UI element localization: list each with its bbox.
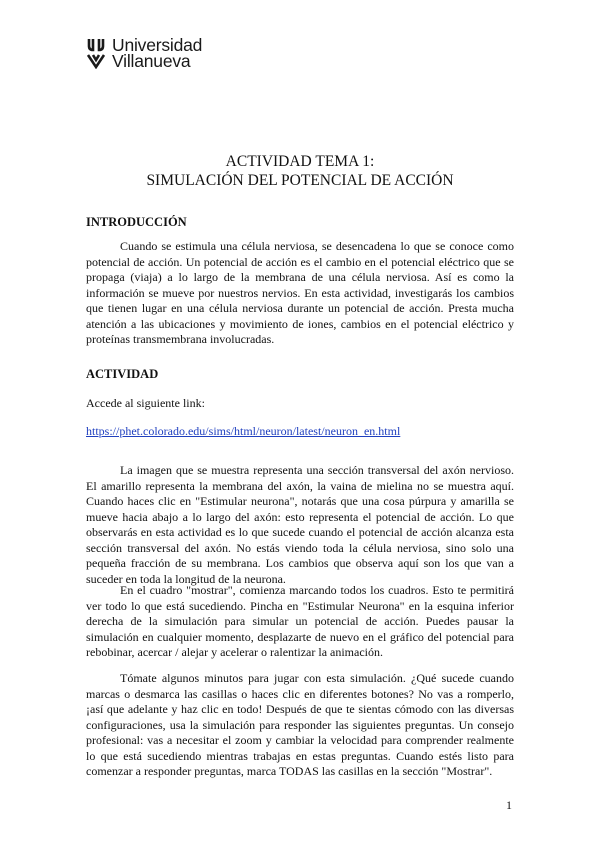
activity-paragraph-1: La imagen que se muestra representa una sección transversal del axón nervioso. El amarillo representa la membrana del axón, la vaina de mielina no se muestra aquí. Cuando haces clic en "Estimular neurona", notarás que una cosa púrpura y amarilla se mueve hacia abajo a lo largo del axón: esto representa el potencial de acción. Lo que observarás en esta actividad es lo que sucede cuando el potencial de acción alcanza esta sección transversal del axón. No estás viendo toda la célula nerviosa, sino solo una pequeña fracción de su membrana. Los cambios que observa aquí son los que van a suceder en toda la longitud de la neurona. [86, 463, 514, 586]
university-logo-icon [86, 37, 106, 69]
intro-paragraph: Cuando se estimula una célula nerviosa, se desencadena lo que se conoce como potencial de acción. Un potencial de acción es el cambio en el potencial eléctrico que se propaga (viaja) a lo largo de la membrana de una célula nerviosa. Así es como la información se mueve por nuestros nervios. En esta actividad, investigarás los cambios que tienen lugar en una célula nerviosa durante un potencial de acción. Presta mucha atención a las ubicaciones y movimiento de iones, cambios en el potencial eléctrico y proteínas transmembrana involucradas. [86, 239, 514, 346]
page-title [0, 152, 600, 190]
logo-text [112, 37, 202, 69]
activity-heading: ACTIVIDAD [86, 367, 159, 381]
university-logo [86, 37, 202, 69]
activity-paragraph-2: En el cuadro "mostrar", comienza marcando todos los cuadros. Esto te permitirá ver todo lo que está sucediendo. Pincha en "Estimular Neurona" en la esquina inferior derecha de la simulación para simular un potencial de acción. Puedes pausar la simulación en cualquier momento, desplazarte de nuevo en el gráfico del potencial para rebobinar, acercar / alejar y acelerar o ralentizar la animación. [86, 583, 514, 659]
title-line-1: ACTIVIDAD TEMA 1: [225, 153, 375, 170]
intro-heading: INTRODUCCIÓN [86, 215, 187, 229]
access-text: Accede al siguiente link: [86, 396, 205, 410]
activity-paragraph-3: Tómate algunos minutos para jugar con esta simulación. ¿Qué sucede cuando marcas o desmarca las casillas o haces clic en diferentes botones? No vas a romperlo, ¡así que adelante y haz clic en todo! Después de que te sientas cómodo con las diversas configuraciones, usa la simulación para responder las siguientes preguntas. Un consejo profesional: vas a necesitar el zoom y cambiar la velocidad para comprender realmente lo que está sucediendo mientras trabajas en estas preguntas. Cuando estés listo para comenzar a responder preguntas, marca TODAS las casillas en la sección "Mostrar". [86, 671, 514, 778]
logo-line-2: Villanueva [112, 51, 191, 71]
logo-line-1: Universidad [112, 35, 203, 55]
simulation-link[interactable]: https://phet.colorado.edu/sims/html/neuron/latest/neuron_en.html [86, 424, 401, 438]
title-line-2: SIMULACIÓN DEL POTENCIAL DE ACCIÓN [146, 172, 454, 189]
page-number: 1 [506, 798, 512, 812]
